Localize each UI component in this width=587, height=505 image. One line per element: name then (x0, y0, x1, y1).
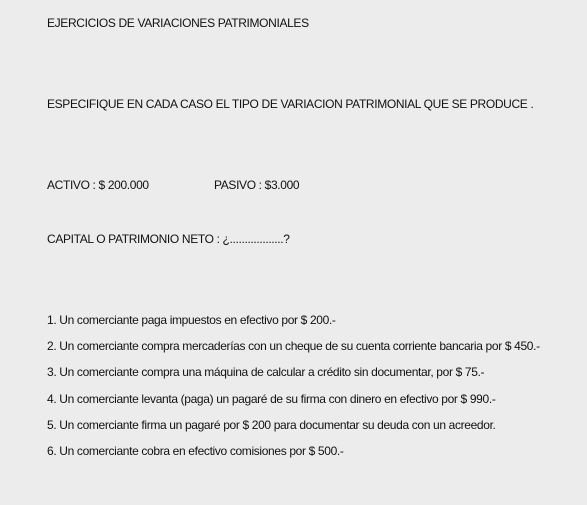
exercise-item: 4. Un comerciante levanta (paga) un pagaré de su firma con dinero en efectivo por $ 990.- (47, 391, 496, 406)
activo-value: ACTIVO : $ 200.000 (47, 178, 149, 192)
instruction-text: ESPECIFIQUE EN CADA CASO EL TIPO DE VARIACION PATRIMONIAL QUE SE PRODUCE . (47, 97, 534, 111)
exercise-item: 6. Un comerciante cobra en efectivo comisiones por $ 500.- (47, 443, 344, 458)
pasivo-value: PASIVO : $3.000 (214, 178, 300, 192)
exercise-item: 1. Un comerciante paga impuestos en efectivo por $ 200.- (47, 313, 336, 327)
capital-question: CAPITAL O PATRIMONIO NETO : ¿..................? (47, 232, 290, 246)
exercise-item: 2. Un comerciante compra mercaderías con un cheque de su cuenta corriente bancaria por $ 450.- (47, 339, 540, 354)
document-title: EJERCICIOS DE VARIACIONES PATRIMONIALES (47, 16, 309, 30)
exercise-item: 3. Un comerciante compra una máquina de calcular a crédito sin documentar, por $ 75.- (47, 365, 485, 380)
exercise-item: 5. Un comerciante firma un pagaré por $ 200 para documentar su deuda con un acreedor. (47, 417, 496, 432)
exercise-list (47, 313, 540, 458)
